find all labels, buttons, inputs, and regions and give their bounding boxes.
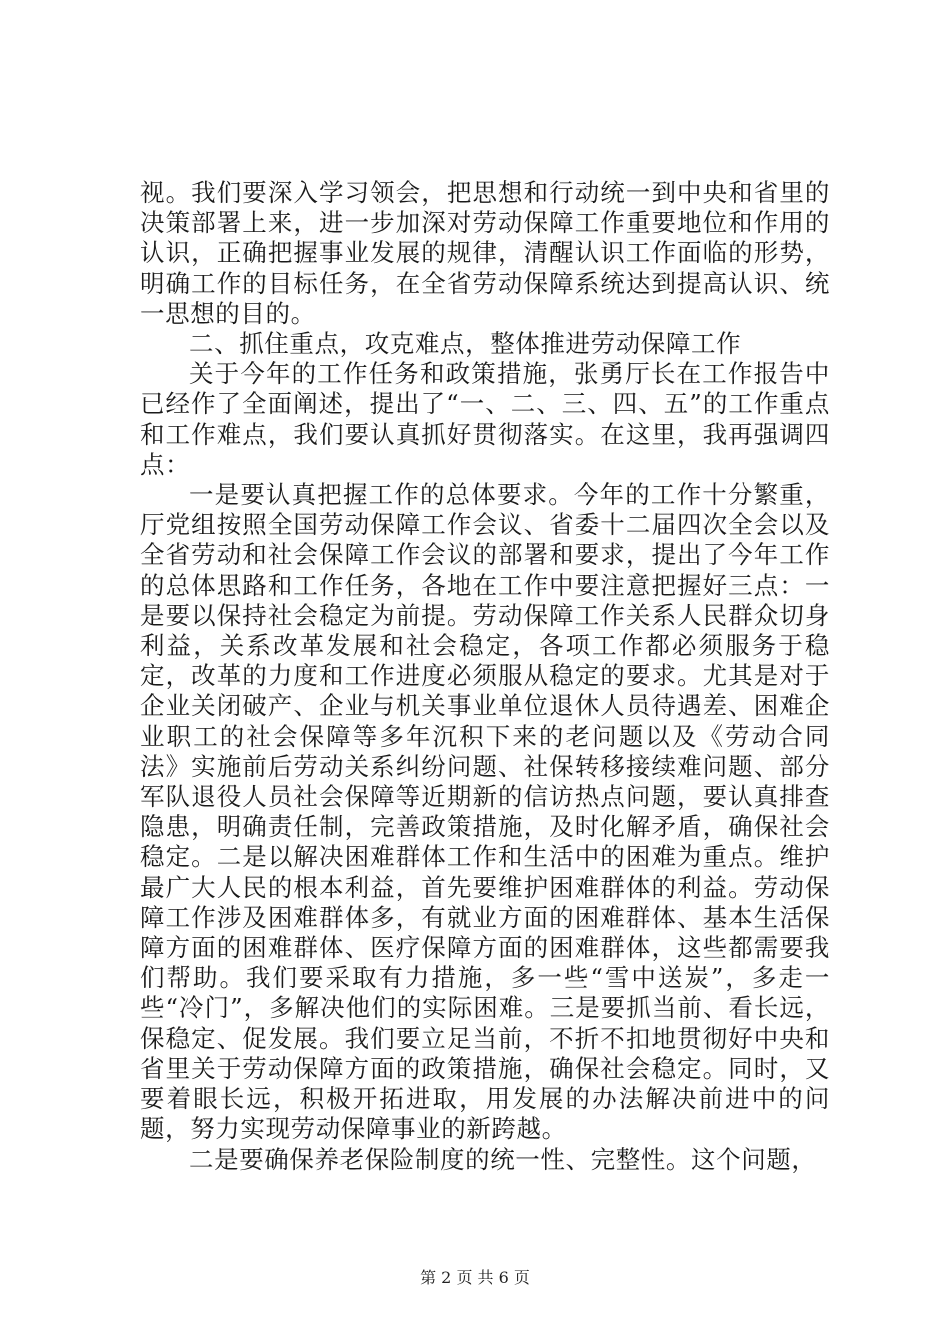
body-paragraph-point-1: 一是要认真把握工作的总体要求。今年的工作十分繁重，厅党组按照全国劳动保障工作会议、省委十二届四次全会以及全省劳动和社会保障工作会议的部署和要求，提出了今年工作的总体思路和工作任务，各地在工作中要注意把握好三点：一是要以保持社会稳定为前提。劳动保障工作关系人民群众切身利益，关系改革发展和社会稳定，各项工作都必须服务于稳定，改革的力度和工作进度必须服从稳定的要求。尤其是对于企业关闭破产、企业与机关事业单位退休人员待遇差、困难企业职工的社会保障等多年沉积下来的老问题以及《劳动合同法》实施前后劳动关系纠纷问题、社保转移接续难问题、部分军队退役人员社会保障等近期新的信访热点问题，要认真排查隐患，明确责任制，完善政策措施，及时化解矛盾，确保社会稳定。二是以解决困难群体工作和生活中的困难为重点。维护最广大人民的根本利益，首先要维护困难群体的利益。劳动保障工作涉及困难群体多，有就业方面的困难群体、基本生活保障方面的困难群体、医疗保障方面的困难群体，这些都需要我们帮助。我们要采取有力措施，多一些“雪中送炭”，多走一些“冷门”，多解决他们的实际困难。三是要抓当前、看长远，保稳定、促发展。我们要立足当前，不折不扣地贯彻好中央和省里关于劳动保障方面的政策措施，确保社会稳定。同时，又要着眼长远，积极开拓进取，用发展的办法解决前进中的问题，努力实现劳动保障事业的新跨越。 xyxy=(140,480,830,1144)
section-heading-2: 二、抓住重点，攻克难点，整体推进劳动保障工作 xyxy=(189,329,742,359)
body-paragraph-continued: 视。我们要深入学习领会，把思想和行动统一到中央和省里的决策部署上来，进一步加深对劳动保障工作重要地位和作用的认识，正确把握事业发展的规律，清醒认识工作面临的形势，明确工作的目标任务，在全省劳动保障系统达到提高认识、统一思想的目的。 xyxy=(140,178,830,328)
document-body xyxy=(140,178,830,1175)
body-paragraph-point-2: 二是要确保养老保险制度的统一性、完整性。这个问题， xyxy=(189,1144,817,1174)
body-paragraph-intro: 关于今年的工作任务和政策措施，张勇厅长在工作报告中已经作了全面阐述，提出了“一、二、三、四、五”的工作重点和工作难点，我们要认真抓好贯彻落实。在这里，我再强调四点： xyxy=(140,359,830,479)
page-number-footer: 第 2 页 共 6 页 xyxy=(420,1268,530,1287)
